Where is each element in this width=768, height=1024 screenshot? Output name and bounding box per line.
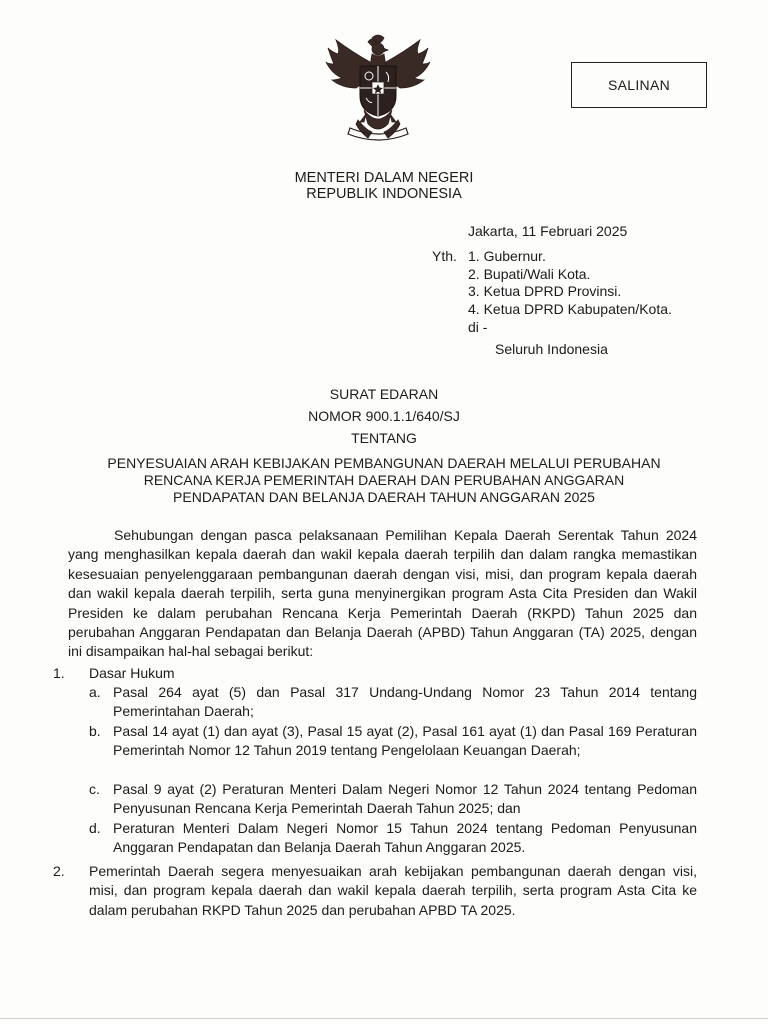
recipient-item: 4. Ketua DPRD Kabupaten/Kota. (468, 301, 672, 318)
garuda-emblem-icon (322, 32, 434, 144)
subject-line: PENDAPATAN DAN BELANJA DAERAH TAHUN ANGGARAN 2025 (173, 489, 595, 505)
ministry-title: MENTERI DALAM NEGERI (294, 170, 474, 186)
item-text: Pasal 264 ayat (5) dan Pasal 317 Undang-Undang Nomor 23 Tahun 2014 tentang Pemerintahan Daerah; (113, 684, 697, 719)
point-title: Dasar Hukum (89, 665, 175, 681)
recipient-item: 2. Bupati/Wali Kota. (468, 265, 591, 282)
document-subject (80, 455, 688, 506)
point-number: 2. (53, 863, 65, 879)
intro-paragraph: Sehubungan dengan pasca pelaksanaan Pemilihan Kepala Daerah Serentak Tahun 2024 yang menghasilkan kepala daerah dan wakil kepala daerah terpilih dan dalam rangka memastikan kesesuaian penyelenggaraan pembangunan daerah dengan visi, misi, dan program kepala daerah dan wakil kepala daerah terpilih, serta guna menyinergikan program Asta Cita Presiden dan Wakil Presiden ke dalam perubahan Rencana Kerja Pemerintah Daerah (RKPD) Tahun 2025 dan perubahan Anggaran Pendapatan dan Belanja Daerah (APBD) Tahun Anggaran (TA) 2025, dengan ini disampaikan hal-hal sebagai berikut: (68, 527, 697, 660)
item-text: Peraturan Menteri Dalam Negeri Nomor 15 Tahun 2024 tentang Pedoman Penyusunan Anggaran Pendapatan dan Belanja Daerah Tahun Anggaran 2025. (113, 820, 697, 855)
item-label: d. (89, 820, 101, 836)
item-text: Pasal 9 ayat (2) Peraturan Menteri Dalam Negeri Nomor 12 Tahun 2024 tentang Pedoman Penyusunan Rencana Kerja Pemerintah Daerah Tahun 2025; dan (113, 781, 697, 816)
recipient-item: 3. Ketua DPRD Provinsi. (468, 283, 622, 300)
item-label: a. (89, 684, 101, 700)
ministry-country: REPUBLIK INDONESIA (306, 186, 462, 202)
item-label: c. (89, 781, 100, 797)
subject-line: PENYESUAIAN ARAH KEBIJAKAN PEMBANGUNAN DAERAH MELALUI PERUBAHAN (107, 455, 661, 471)
recipient-di: di - (468, 318, 488, 335)
recipient-place: Seluruh Indonesia (495, 340, 608, 357)
point-number: 1. (53, 665, 65, 681)
item-text: Pasal 14 ayat (1) dan ayat (3), Pasal 15 ayat (2), Pasal 161 ayat (1) dan Pasal 169 Peraturan Pemerintah Nomor 12 Tahun 2019 tentang Pengelolaan Keuangan Daerah; (113, 723, 697, 758)
document-type: SURAT EDARAN (329, 386, 439, 402)
page-bottom-edge (0, 1018, 768, 1019)
document-about: TENTANG (351, 430, 417, 446)
recipient-label: Yth. (432, 248, 457, 264)
recipient-item: 1. Gubernur. (468, 248, 546, 264)
recipient-list (468, 248, 672, 358)
letter-date: Jakarta, 11 Februari 2025 (468, 223, 628, 239)
document-number: NOMOR 900.1.1/640/SJ (308, 408, 460, 424)
salinan-stamp: SALINAN (571, 62, 707, 108)
point-text: Pemerintah Daerah segera menyesuaikan arah kebijakan pembangunan daerah dengan visi, misi, dan program kepala daerah dan wakil kepala daerah terpilih, serta program Asta Cita ke dalam perubahan RKPD Tahun 2025 dan perubahan APBD TA 2025. (89, 863, 697, 918)
subject-line: RENCANA KERJA PEMERINTAH DAERAH DAN PERUBAHAN ANGGARAN (143, 472, 625, 488)
item-label: b. (89, 723, 101, 739)
